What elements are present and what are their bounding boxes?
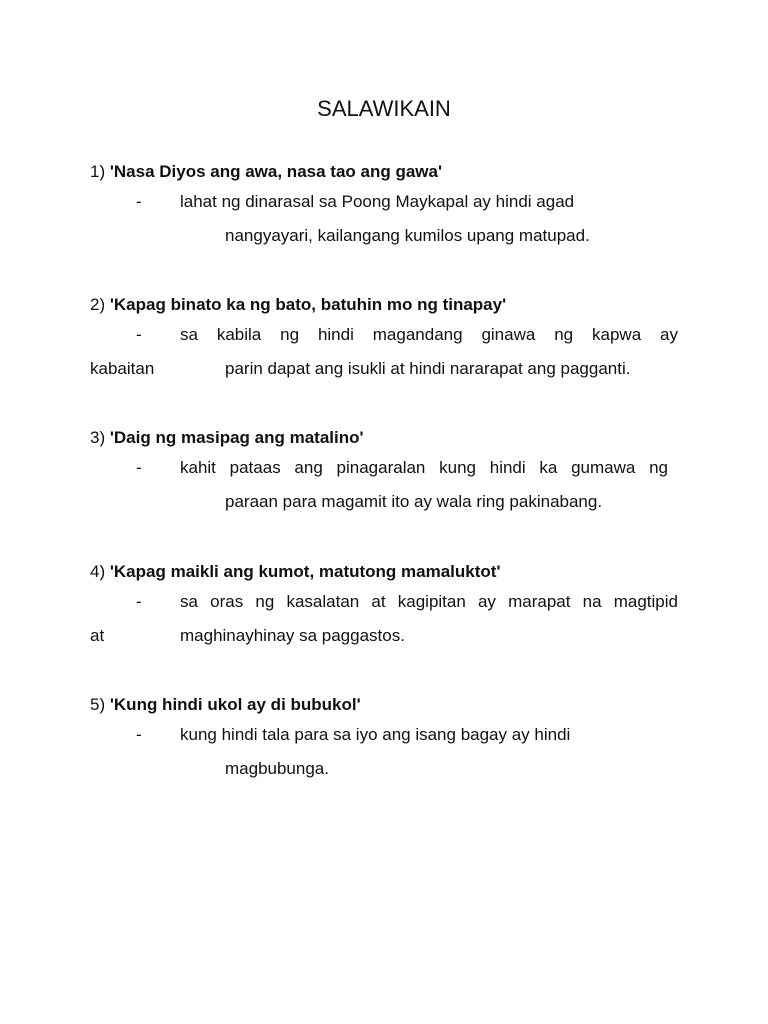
- meaning-text: sa kabila ng hindi magandang ginawa ng kapwa ay: [180, 325, 678, 344]
- meaning-continuation: magbubunga.: [225, 759, 329, 778]
- proverb-quote: 'Kung hindi ukol ay di bubukol': [109, 695, 361, 714]
- meaning-continuation: paraan para magamit ito ay wala ring pakinabang.: [225, 492, 603, 511]
- meaning-text: lahat ng dinarasal sa Poong Maykapal ay hindi agad: [180, 192, 575, 211]
- proverb-heading: [90, 159, 680, 185]
- document-title: SALAWIKAIN: [317, 96, 451, 121]
- proverb-number: 2): [90, 295, 106, 314]
- proverb-item-4: [90, 559, 680, 653]
- meaning-line-1: [90, 718, 680, 752]
- proverb-item-1: [90, 159, 680, 253]
- meaning-continuation: nangyayari, kailangang kumilos upang matupad.: [225, 226, 590, 245]
- bullet-dash: -: [136, 325, 142, 344]
- meaning-line-2: [90, 485, 680, 519]
- proverb-quote: 'Kapag binato ka ng bato, batuhin mo ng tinapay': [109, 295, 507, 314]
- bullet-dash: -: [136, 725, 142, 744]
- proverb-heading: [90, 692, 680, 718]
- meaning-line-1: [90, 318, 680, 352]
- bullet-dash: -: [136, 192, 142, 211]
- proverb-number: 3): [90, 428, 106, 447]
- meaning-lead-word: kabaitan: [90, 359, 155, 378]
- bullet-dash: -: [136, 458, 142, 477]
- proverb-heading: [90, 559, 680, 585]
- meaning-text: kahit pataas ang pinagaralan kung hindi ka gumawa ng: [180, 458, 668, 477]
- proverb-number: 4): [90, 562, 106, 581]
- proverb-heading: [90, 425, 680, 451]
- meaning-line-1: [90, 451, 680, 485]
- meaning-line-2: [90, 619, 680, 653]
- meaning-text: kung hindi tala para sa iyo ang isang bagay ay hindi: [180, 725, 571, 744]
- meaning-line-2: [90, 752, 680, 786]
- proverb-heading: [90, 292, 680, 318]
- meaning-line-2: [90, 219, 680, 253]
- proverb-item-3: [90, 425, 680, 519]
- proverb-item-2: [90, 292, 680, 386]
- meaning-lead-word: at: [90, 626, 105, 645]
- proverb-quote: 'Nasa Diyos ang awa, nasa tao ang gawa': [109, 162, 443, 181]
- meaning-continuation: maghinayhinay sa paggastos.: [180, 626, 405, 645]
- bullet-dash: -: [136, 592, 142, 611]
- meaning-line-1: [90, 585, 680, 619]
- meaning-line-2: [90, 352, 680, 386]
- meaning-text: sa oras ng kasalatan at kagipitan ay marapat na magtipid: [180, 592, 678, 611]
- proverb-number: 5): [90, 695, 106, 714]
- proverb-quote: 'Kapag maikli ang kumot, matutong mamaluktot': [109, 562, 501, 581]
- meaning-line-1: [90, 185, 680, 219]
- proverb-item-5: [90, 692, 680, 786]
- proverb-number: 1): [90, 162, 106, 181]
- proverb-quote: 'Daig ng masipag ang matalino': [109, 428, 364, 447]
- meaning-continuation: parin dapat ang isukli at hindi nararapat ang pagganti.: [225, 359, 631, 378]
